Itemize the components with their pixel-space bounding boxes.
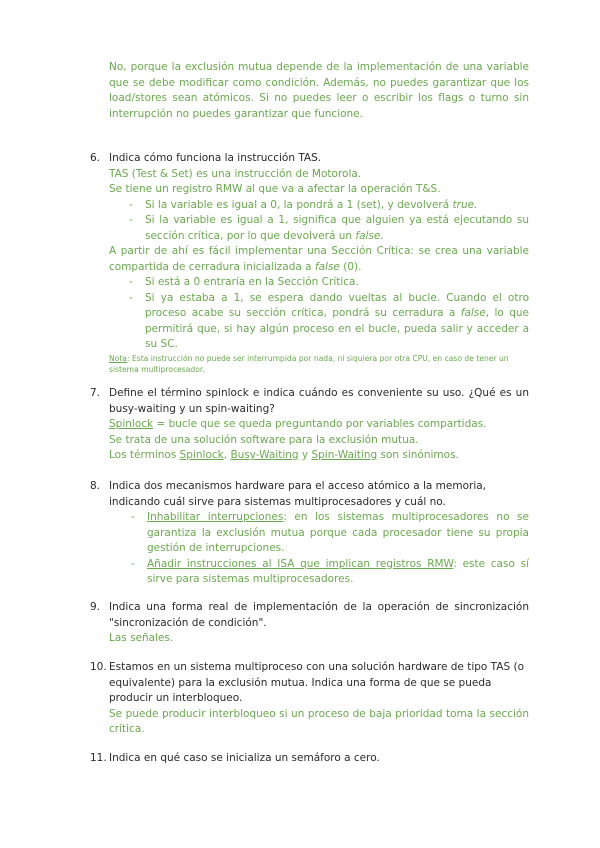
- answer-5: [109, 60, 529, 122]
- q6-bullet-3: - Si está a 0 entraría en la Sección Crítica.: [109, 275, 529, 291]
- q7-answer-line1: Spinlock = bucle que se queda preguntando por variables compartidas.: [109, 418, 487, 430]
- question-9-text: Indica una forma real de implementación de la operación de sincronización "sincronización de condición".: [109, 601, 529, 629]
- question-6-number: 6.: [90, 152, 101, 164]
- question-8-text: Indica dos mecanismos hardware para el acceso atómico a la memoria, indicando cuál sirve para sistemas multiprocesadores y cuál no.: [109, 480, 487, 508]
- q6-paragraph-3: A partir de ahí es fácil implementar una Sección Crítica: se crea una variable compartida de cerradura inicializada a false (0).: [109, 245, 529, 273]
- question-6: [109, 151, 529, 375]
- q6-bullet-2: - Si la variable es igual a 1, significa que alguien ya está ejecutando su sección crítica, por lo que devolverá un false.: [109, 213, 529, 244]
- question-7: [109, 386, 529, 464]
- q6-line1: TAS (Test & Set) es una instrucción de Motorola.: [109, 167, 362, 180]
- question-8-number: 8.: [90, 480, 101, 492]
- question-11-text: Indica en qué caso se inicializa un semáforo a cero.: [109, 752, 380, 764]
- question-9-answer: Las señales.: [109, 632, 174, 644]
- q7-answer-line3: Los términos Spinlock, Busy-Waiting y Spin-Waiting son sinónimos.: [109, 449, 459, 461]
- question-6-text: Indica cómo funciona la instrucción TAS.: [109, 152, 322, 164]
- question-10-text: Estamos en un sistema multiproceso con una solución hardware de tipo TAS (o equivalente) para la exclusión mutua. Indica una forma de que se pueda producir un interbloqueo.: [109, 661, 524, 704]
- q6-bullet-1: - Si la variable es igual a 0, la pondrá a 1 (set), y devolverá true.: [109, 198, 529, 214]
- question-10-answer: Se puede producir interbloqueo si un proceso de baja prioridad toma la sección crítica.: [109, 707, 529, 735]
- q6-note: Nota: Esta instrucción no puede ser interrumpida por nada, ni siquiera por otra CPU, en caso de tener un sistema multiprocesador.: [109, 353, 509, 374]
- question-7-text: Define el término spinlock e indica cuándo es conveniente su uso. ¿Qué es un busy-waiting y un spin-waiting?: [109, 387, 529, 415]
- question-8: [109, 479, 529, 588]
- question-10-number: 10.: [90, 661, 107, 673]
- question-10: [109, 660, 529, 738]
- question-7-number: 7.: [90, 387, 101, 399]
- question-6-answer: [109, 167, 529, 375]
- q8-bullet-2: - Añadir instrucciones al ISA que implican registros RMW: este caso sí sirve para sistemas multiprocesadores.: [109, 557, 529, 588]
- q8-bullet-1: - Inhabilitar interrupciones: en los sistemas multiprocesadores no se garantiza la exclusión mutua porque cada procesador tiene su propia gestión de interrupciones.: [109, 510, 529, 557]
- question-9: [109, 600, 529, 647]
- q6-bullet-4: - Si ya estaba a 1, se espera dando vueltas al bucle. Cuando el otro proceso acabe su sección crítica, pondrá su cerradura a false, lo que permitirá que, si hay algún proceso en el bucle, pueda salir y acceder a su SC.: [109, 291, 529, 353]
- q6-line2: Se tiene un registro RMW al que va a afectar la operación T&S.: [109, 183, 441, 195]
- question-8-answer: [109, 510, 529, 588]
- q7-answer-line2: Se trata de una solución software para la exclusión mutua.: [109, 433, 419, 446]
- question-11-number: 11.: [90, 752, 107, 764]
- question-7-answer: [109, 417, 529, 464]
- answer-5-text: No, porque la exclusión mutua depende de la implementación de una variable que se debe modificar como condición. Además, no puedes garantizar que los load/stores sean atómicos. Si no puedes leer o escribir los flags o turno sin interrupción no puedes garantizar que funcione.: [109, 61, 529, 120]
- question-11: [109, 751, 529, 767]
- question-9-number: 9.: [90, 601, 101, 613]
